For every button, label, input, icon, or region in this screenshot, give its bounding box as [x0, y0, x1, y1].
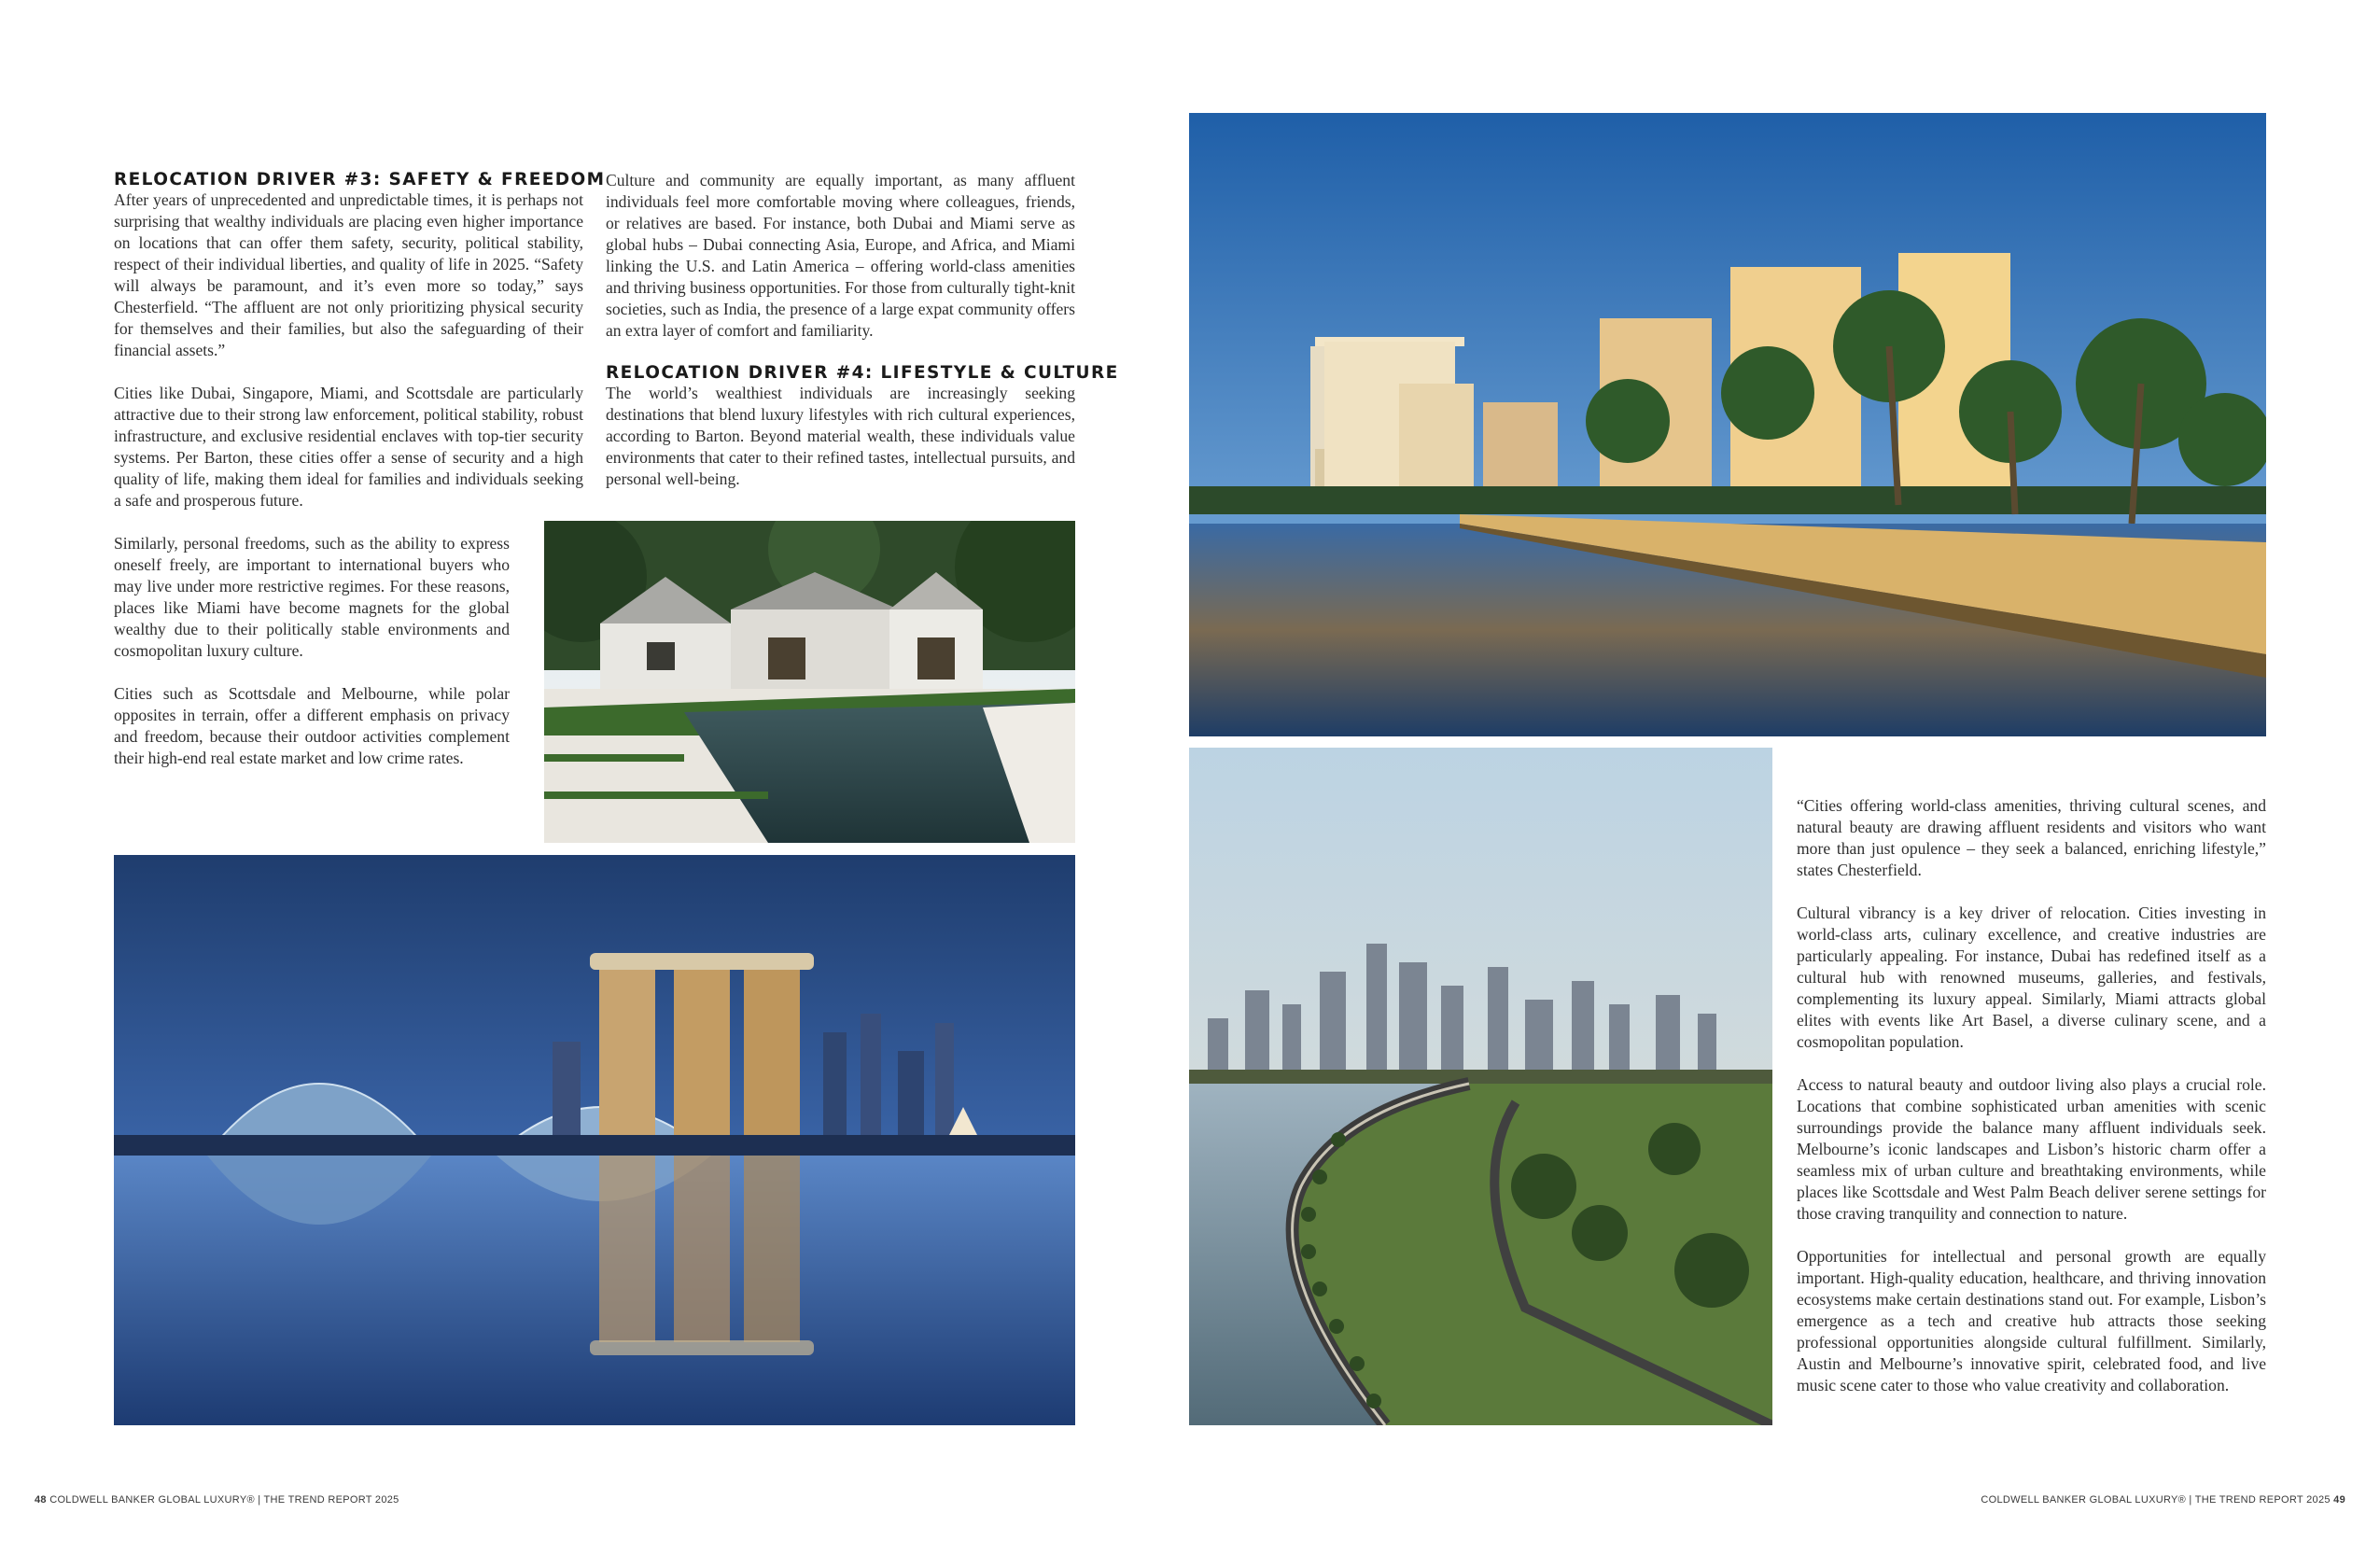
left-footer-text: COLDWELL BANKER GLOBAL LUXURY® | THE TREND REPORT 2025 — [49, 1494, 399, 1506]
left-page-number: 48 — [35, 1494, 47, 1506]
safety-paragraph-1: After years of unprecedented and unpredictable times, it is perhaps not surprising that wealthy individuals are placing even higher importance on locations that can offer them safety, security, political stability, respect of their individual liberties, and quality of life in 2025. “Safety will always be paramount, and it’s even more so today,” says Chesterfield. “The affluent are not only prioritizing physical security for themselves and their families, but also the safeguarding of their financial assets.” — [114, 190, 583, 359]
melbourne-aerial-photo — [1189, 748, 1772, 1425]
section-heading-safety-freedom: RELOCATION DRIVER #3: SAFETY & FREEDOM — [114, 170, 606, 189]
culture-paragraph-1: Culture and community are equally important, as many affluent individuals feel more comfortable moving where colleagues, friends, or relatives are based. For instance, both Dubai and Miami serve as global hubs – Dubai connecting Asia, Europe, and Africa, and Miami linking the U.S. and Latin America – offering world-class amenities and thriving business opportunities. For those from culturally tight-knit societies, such as India, the presence of a large expat community offers an extra layer of comfort and familiarity. — [606, 171, 1075, 340]
house-pool-photo — [544, 521, 1075, 843]
left-column-2 — [606, 170, 1119, 490]
safety-paragraph-2: Cities like Dubai, Singapore, Miami, and Scottsdale are particularly attractive due to their strong law enforcement, political stability, robust infrastructure, and exclusive residential enclaves with top-tier security systems. Per Barton, these cities offer a sense of security and a high quality of life, making them ideal for families and individuals seeking a safe and prosperous future. — [114, 384, 583, 510]
left-column-1-lower — [114, 533, 510, 769]
growth-opportunities-paragraph: Opportunities for intellectual and personal growth are equally important. High-quality education, healthcare, and thriving innovation ecosystems make certain destinations stand out. For example, Lisbon’s emergence as a tech and creative hub attracts those seeking professional opportunities alongside cultural fulfillment. Similarly, Austin and Melbourne’s innovative spirit, celebrated food, and live music scene cater to those who value creativity and collaboration. — [1797, 1247, 2266, 1394]
right-column — [1797, 795, 2266, 1396]
left-page-footer — [35, 1494, 399, 1506]
cultural-vibrancy-paragraph: Cultural vibrancy is a key driver of relocation. Cities investing in world-class arts, culinary excellence, and creative industries are particularly appealing. For instance, Dubai has redefined itself as a cultural hub with renowned museums, galleries, and festivals, complementing its luxury appeal. Similarly, Miami attracts global elites with events like Art Basel, a diverse culinary scene, and a cosmopolitan population. — [1797, 904, 2266, 1051]
right-footer-text: COLDWELL BANKER GLOBAL LUXURY® | THE TREND REPORT 2025 — [1981, 1494, 2331, 1506]
natural-beauty-paragraph: Access to natural beauty and outdoor living also plays a crucial role. Locations that combine sophisticated urban amenities with scenic surroundings provide the balance many affluent individuals seek. Melbourne’s iconic landscapes and Lisbon’s historic charm offer a seamless mix of urban culture and breathtaking environments, while places like Scottsdale and West Palm Beach deliver serene settings for those craving tranquility and connection to nature. — [1797, 1075, 2266, 1223]
quote-paragraph: “Cities offering world-class amenities, thriving cultural scenes, and natural beauty are drawing affluent residents and visitors who want more than just opulence – they seek a balanced, enriching lifestyle,” states Chesterfield. — [1797, 796, 2266, 879]
right-page-footer — [1981, 1494, 2345, 1506]
section-heading-lifestyle-culture: RELOCATION DRIVER #4: LIFESTYLE & CULTURE — [606, 363, 1119, 383]
safety-paragraph-4: Cities such as Scottsdale and Melbourne, while polar opposites in terrain, offer a different emphasis on privacy and freedom, because their outdoor activities complement their high-end real estate market and low crime rates. — [114, 684, 510, 767]
left-column-1 — [114, 170, 606, 511]
waterfront-palms-photo — [1189, 113, 2266, 736]
safety-paragraph-3: Similarly, personal freedoms, such as the ability to express oneself freely, are important to international buyers who may live under more restrictive regimes. For these reasons, places like Miami have become magnets for the global wealthy due to their politically stable environments and cosmopolitan luxury culture. — [114, 534, 510, 660]
lifestyle-paragraph-1: The world’s wealthiest individuals are increasingly seeking destinations that blend luxury lifestyles with rich cultural experiences, according to Barton. Beyond material wealth, these individuals value environments that cater to their refined tastes, intellectual pursuits, and personal well-being. — [606, 384, 1075, 488]
singapore-skyline-photo — [114, 855, 1075, 1425]
right-page-number: 49 — [2333, 1494, 2345, 1506]
